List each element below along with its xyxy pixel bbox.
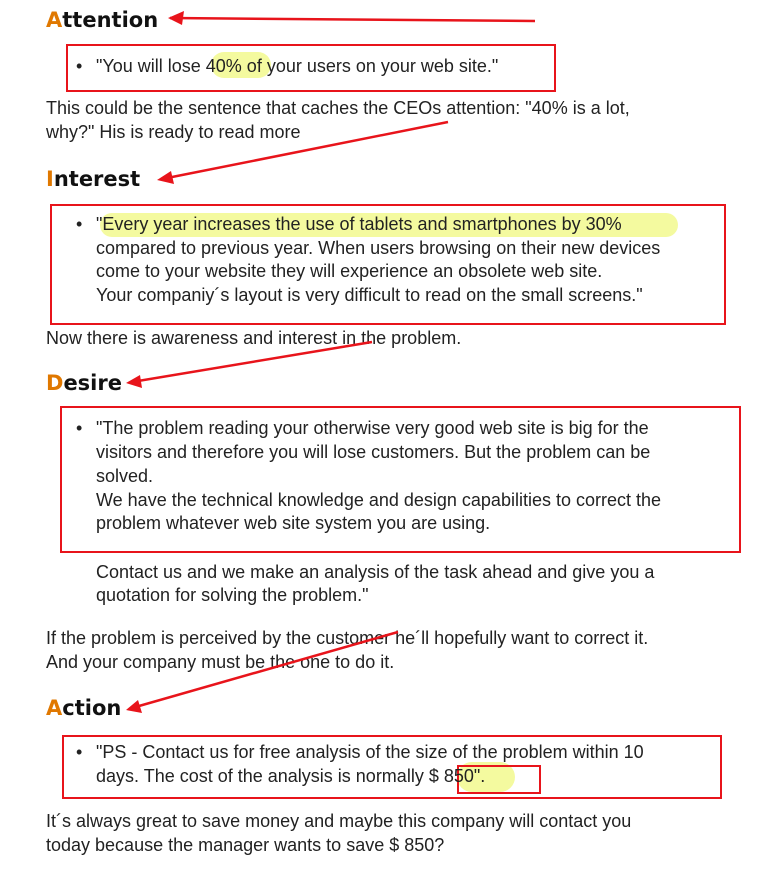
arrow-to-desire (132, 342, 372, 382)
quote-action-line: days. The cost of the analysis is normally $ 850". (96, 766, 486, 786)
arrow-to-attention-head (168, 11, 184, 25)
quote-attention: "You will lose 40% of your users on your web site." (96, 56, 499, 76)
quote-desire-line: visitors and therefore you will lose customers. But the problem can be (96, 442, 651, 462)
paragraph: today because the manager wants to save $ 850? (46, 835, 445, 855)
arrow-to-interest (162, 122, 448, 179)
heading-interest: Interest (46, 167, 141, 191)
heading-desire: Desire (46, 371, 122, 395)
quote-interest-line: come to your website they will experience an obsolete web site. (96, 261, 603, 281)
heading-action: Action (46, 696, 122, 720)
arrow-to-desire-head (126, 375, 142, 388)
paragraph: why?" His is ready to read more (46, 122, 301, 142)
quote-desire-line: solved. (96, 466, 154, 486)
paragraph: If the problem is perceived by the customer he´ll hopefully want to correct it. (46, 628, 649, 648)
bullet: • (76, 214, 83, 234)
quote-desire-extra: Contact us and we make an analysis of the task ahead and give you a (96, 562, 655, 582)
quote-action-line: "PS - Contact us for free analysis of the size of the problem within 10 (96, 742, 644, 762)
arrow-to-action-head (126, 700, 142, 713)
paragraph: Now there is awareness and interest in the problem. (46, 328, 462, 348)
bullet: • (76, 418, 83, 438)
quote-desire-line: problem whatever web site system you are using. (96, 513, 491, 533)
quote-interest-line: Your companiy´s layout is very difficult to read on the small screens." (96, 285, 643, 305)
arrow-to-attention (170, 18, 535, 21)
bullet: • (76, 56, 83, 76)
quote-desire-extra: quotation for solving the problem." (96, 585, 369, 605)
quote-interest-line: compared to previous year. When users browsing on their new devices (96, 238, 661, 258)
paragraph: This could be the sentence that caches the CEOs attention: "40% is a lot, (46, 98, 630, 118)
heading-attention: Attention (46, 8, 159, 32)
quote-desire-line: "The problem reading your otherwise very good web site is big for the (96, 418, 649, 438)
paragraph: And your company must be the one to do it. (46, 652, 395, 672)
arrow-to-action (132, 632, 398, 708)
arrow-to-interest-head (157, 171, 174, 184)
paragraph: It´s always great to save money and maybe this company will contact you (46, 811, 632, 831)
quote-interest-line: "Every year increases the use of tablets and smartphones by 30% (96, 214, 622, 234)
quote-desire-line: We have the technical knowledge and design capabilities to correct the (96, 490, 662, 510)
bullet: • (76, 742, 83, 762)
